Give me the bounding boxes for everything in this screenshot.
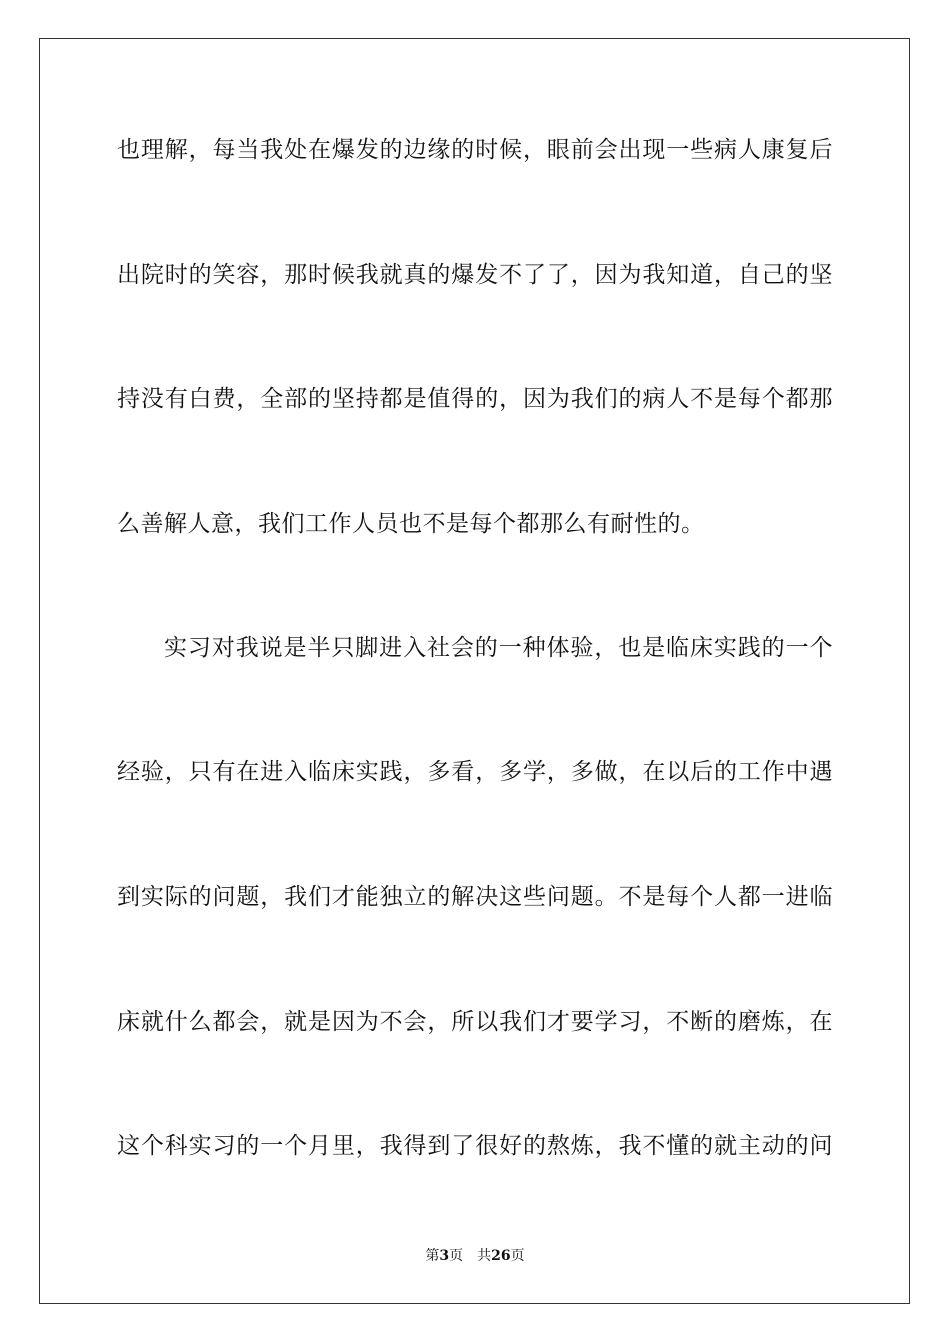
total-pages-label: 共26页: [477, 1248, 525, 1264]
body-text-line: 这个科实习的一个月里，我得到了很好的熬炼，我不懂的就主动的问: [117, 1133, 833, 1159]
page-border: [39, 38, 910, 1304]
page-footer: [0, 1246, 950, 1266]
body-text-line: 床就什么都会，就是因为不会，所以我们才要学习，不断的磨炼，在: [117, 1009, 833, 1035]
body-text-line: 到实际的问题，我们才能独立的解决这些问题。不是每个人都一进临: [117, 884, 833, 910]
page-number-label: 第3页: [425, 1248, 464, 1264]
paragraph-first-line: 实习对我说是半只脚进入社会的一种体验，也是临床实践的一个: [164, 635, 833, 661]
body-text-line: 么善解人意，我们工作人员也不是每个都那么有耐性的。: [117, 511, 705, 537]
body-text-line: 持没有白费，全部的坚持都是值得的，因为我们的病人不是每个都那: [117, 386, 833, 412]
body-text-line: 出院时的笑容，那时候我就真的爆发不了了，因为我知道，自己的坚: [117, 262, 833, 288]
body-text-line: 也理解，每当我处在爆发的边缘的时候，眼前会出现一些病人康复后: [117, 137, 833, 163]
body-text-line: 经验，只有在进入临床实践，多看，多学，多做，在以后的工作中遇: [117, 759, 833, 785]
